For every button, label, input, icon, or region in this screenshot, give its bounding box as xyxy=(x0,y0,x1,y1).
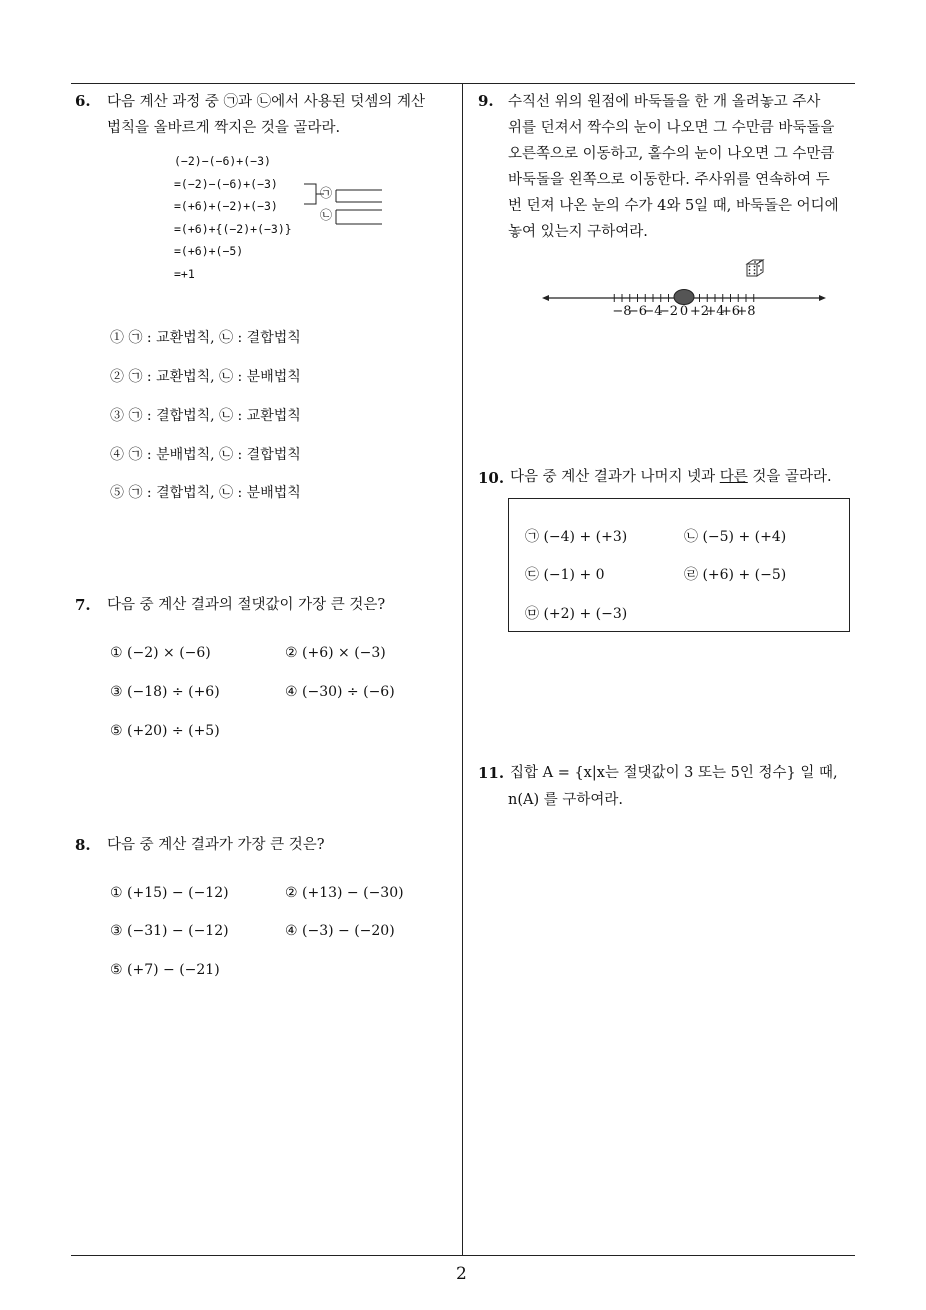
page-number: 2 xyxy=(456,1264,467,1284)
derivation-line: =+1 xyxy=(174,266,195,281)
q7-text: 다음 중 계산 결과의 절댓값이 가장 큰 것은? xyxy=(107,597,386,613)
q6-bracket-lines xyxy=(302,180,392,230)
q10-item-d: ㉣ (+6) + (−5) xyxy=(684,567,787,583)
q9-text-line: 번 던져 나온 눈의 수가 4와 5일 때, 바둑돌은 어디에 xyxy=(508,198,839,214)
q9-text-line: 위를 던져서 짝수의 눈이 나오면 그 수만큼 바둑돌을 xyxy=(508,120,835,136)
number-line-label: −6 xyxy=(627,304,648,319)
number-line-label: −8 xyxy=(612,304,632,319)
column-divider xyxy=(462,83,463,1256)
number-line-labels xyxy=(540,304,830,324)
die-icon xyxy=(745,258,767,278)
q8-option-2[interactable]: ② (+13) − (−30) xyxy=(285,885,404,901)
derivation-line: =(−2)−(−6)+(−3) xyxy=(174,176,278,191)
q10-number: 10. xyxy=(478,469,505,487)
q10-text-part: 것을 골라라. xyxy=(747,469,832,485)
q7-option-2[interactable]: ② (+6) × (−3) xyxy=(285,645,386,661)
number-line-label: +2 xyxy=(689,304,710,319)
q6-text-line1: 다음 계산 과정 중 ㉠과 ㉡에서 사용된 덧셈의 계산 xyxy=(107,94,425,110)
number-line-label: +6 xyxy=(720,304,741,319)
q6-option-1[interactable]: ① ㉠ : 교환법칙, ㉡ : 결합법칙 xyxy=(110,330,301,346)
q8-option-3[interactable]: ③ (−31) − (−12) xyxy=(110,923,229,939)
number-line-label: −2 xyxy=(658,304,679,319)
q9-text-line: 수직선 위의 원점에 바둑돌을 한 개 올려놓고 주사 xyxy=(508,94,821,110)
q6-option-4[interactable]: ④ ㉠ : 분배법칙, ㉡ : 결합법칙 xyxy=(110,447,301,463)
number-line-label: −4 xyxy=(643,304,663,319)
derivation-line: =(+6)+(−2)+(−3) xyxy=(174,199,278,213)
number-line-label: +4 xyxy=(705,304,725,319)
q8-text: 다음 중 계산 결과가 가장 큰 것은? xyxy=(107,837,325,853)
q9-number: 9. xyxy=(478,92,494,110)
q10-item-a: ㉠ (−4) + (+3) xyxy=(525,529,628,545)
derivation-line: (−2)−(−6)+(−3) xyxy=(174,154,271,168)
q9-text-line: 놓여 있는지 구하여라. xyxy=(508,224,648,240)
q10-text-underlined: 다른 xyxy=(719,469,748,485)
derivation-line: =(+6)+(−5) xyxy=(174,244,244,258)
q7-option-5[interactable]: ⑤ (+20) ÷ (+5) xyxy=(110,723,220,739)
q9-text-line: 바둑돌을 왼쪽으로 이동한다. 주사위를 연속하여 두 xyxy=(508,172,830,188)
number-line-label: 0 xyxy=(679,304,689,319)
q6-number: 6. xyxy=(75,92,91,110)
q10-text xyxy=(510,464,832,490)
q7-option-3[interactable]: ③ (−18) ÷ (+6) xyxy=(110,684,220,700)
go-stone-icon xyxy=(674,290,694,305)
q6-mark-a: ㉠ xyxy=(320,186,333,200)
q8-option-1[interactable]: ① (+15) − (−12) xyxy=(110,885,229,901)
q6-option-5[interactable]: ⑤ ㉠ : 결합법칙, ㉡ : 분배법칙 xyxy=(110,485,301,501)
top-rule xyxy=(71,83,855,84)
bottom-rule xyxy=(71,1255,855,1256)
q11-text-line1: 집합 A = {x|x는 절댓값이 3 또는 5인 정수} 일 때, xyxy=(510,765,838,781)
q11-number: 11. xyxy=(478,764,505,782)
q10-text-part: 다음 중 계산 결과가 나머지 넷과 xyxy=(510,469,720,485)
q9-text xyxy=(508,89,860,245)
derivation-line: =(+6)+{(−2)+(−3)} xyxy=(174,221,292,236)
q6-text-line2: 법칙을 올바르게 짝지은 것을 골라라. xyxy=(107,120,341,136)
q10-item-e: ㉤ (+2) + (−3) xyxy=(525,606,628,622)
q8-option-4[interactable]: ④ (−3) − (−20) xyxy=(285,923,395,939)
q7-number: 7. xyxy=(75,596,91,614)
q7-option-4[interactable]: ④ (−30) ÷ (−6) xyxy=(285,684,395,700)
q6-derivation xyxy=(174,150,292,285)
q10-item-b: ㉡ (−5) + (+4) xyxy=(684,529,787,545)
q7-option-1[interactable]: ① (−2) × (−6) xyxy=(110,645,211,661)
number-line-label: +8 xyxy=(736,304,756,319)
q8-number: 8. xyxy=(75,836,91,854)
q6-option-2[interactable]: ② ㉠ : 교환법칙, ㉡ : 분배법칙 xyxy=(110,369,301,385)
q6-mark-b: ㉡ xyxy=(320,208,333,222)
q10-item-c: ㉢ (−1) + 0 xyxy=(525,567,605,583)
q8-option-5[interactable]: ⑤ (+7) − (−21) xyxy=(110,962,220,978)
q6-option-3[interactable]: ③ ㉠ : 결합법칙, ㉡ : 교환법칙 xyxy=(110,408,301,424)
q11-text-line2: n(A) 를 구하여라. xyxy=(508,792,623,808)
q9-text-line: 오른쪽으로 이동하고, 홀수의 눈이 나오면 그 수만큼 xyxy=(508,146,835,162)
